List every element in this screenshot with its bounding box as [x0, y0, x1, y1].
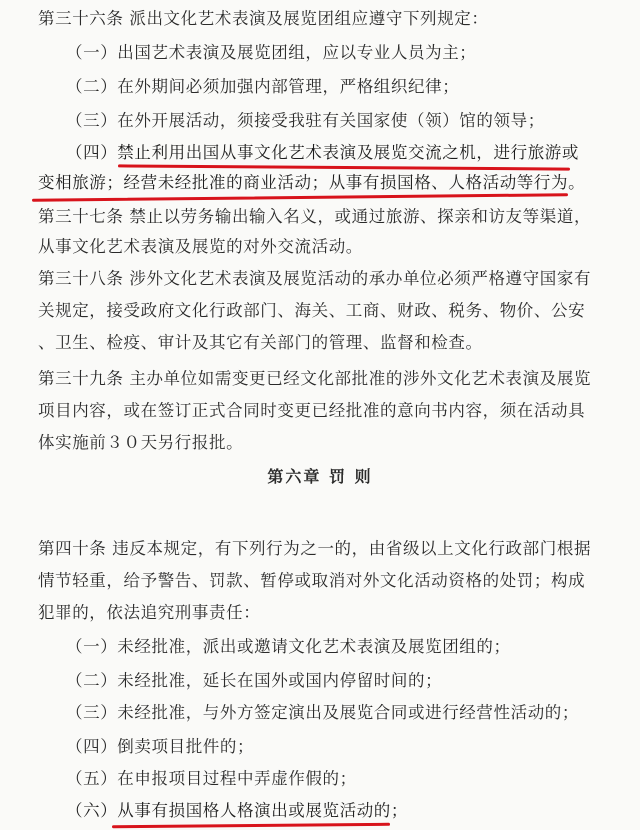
article36-item-3: （三）在外开展活动，须接受我驻有关国家使（领）馆的领导； [66, 111, 545, 130]
article38-line-3: 、卫生、检疫、审计及其它有关部门的管理、监督和检查。 [38, 333, 483, 352]
red-underline-3 [112, 823, 390, 828]
article36-item-1: （一）出国艺术表演及展览团组，应以专业人员为主； [66, 43, 477, 62]
article38-line-2: 关规定，接受政府文化行政部门、海关、工商、财政、税务、物价、公安 [38, 301, 586, 320]
article38-line-1: 第三十八条 涉外文化艺术表演及展览活动的承办单位必须严格遵守国家有 [38, 269, 592, 288]
article40-item-6: （六）从事有损国格人格演出或展览活动的； [66, 801, 408, 820]
article40-item-3: （三）未经批准，与外方签定演出及展览合同或进行经营性活动的； [66, 703, 579, 722]
article36-item-4: （四）禁止利用出国从事文化艺术表演及展览交流之机，进行旅游或 [66, 143, 579, 162]
article37-line-1: 第三十七条 禁止以劳务输出输入名义，或通过旅游、探亲和访友等渠道， [38, 207, 592, 226]
chapter-heading: 第六章 罚 则 [267, 467, 373, 486]
article39-line-3: 体实施前３０天另行报批。 [38, 433, 244, 452]
article40-intro-line-1: 第四十条 违反本规定，有下列行为之一的，由省级以上文化行政部门根据 [38, 539, 592, 558]
red-underline-1 [118, 164, 570, 170]
article40-intro-line-3: 犯罪的，依法追究刑事责任： [38, 603, 261, 622]
article36-intro: 第三十六条 派出文化艺术表演及展览团组应遵守下列规定： [38, 9, 489, 28]
article36-item-4-continued: 变相旅游；经营未经批准的商业活动；从事有损国格、人格活动等行为。 [38, 173, 586, 192]
article40-intro-line-2: 情节轻重，给予警告、罚款、暂停或取消对外文化活动资格的处罚；构成 [38, 571, 586, 590]
article40-item-1: （一）未经批准，派出或邀请文化艺术表演及展览团组的； [66, 637, 511, 656]
red-underline-2 [32, 193, 568, 202]
article40-item-2: （二）未经批准，延长在国外或国内停留时间的； [66, 671, 443, 690]
article40-item-4: （四）倒卖项目批件的； [66, 737, 255, 756]
article36-item-2: （二）在外期间必须加强内部管理，严格组织纪律； [66, 77, 460, 96]
article39-line-1: 第三十九条 主办单位如需变更已经文化部批准的涉外文化艺术表演及展览 [38, 369, 592, 388]
article37-line-2: 从事文化艺术表演及展览的对外交流活动。 [38, 237, 363, 256]
article39-line-2: 项目内容，或在签订正式合同时变更已经批准的意向书内容，须在活动具 [38, 401, 586, 420]
article40-item-5: （五）在申报项目过程中弄虚作假的； [66, 769, 357, 788]
